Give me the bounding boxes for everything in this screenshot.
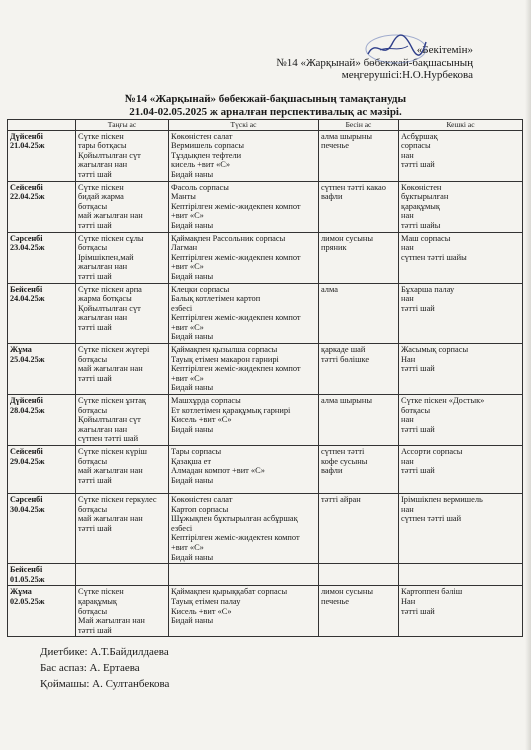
cell-line: сүтпен тәтті шай [401, 514, 462, 524]
cell-line: бидай жарма [78, 192, 124, 202]
cell-line: лимон сусыны [321, 233, 373, 243]
breakfast-cell [76, 283, 169, 344]
cell-line: алма шырыны [321, 131, 373, 141]
day-cell [8, 181, 76, 232]
cell-line: ботқасы [78, 405, 108, 415]
cell-line: нан [401, 456, 414, 466]
snack-cell [319, 283, 399, 344]
cell-line: Қойылтылған сүт [78, 415, 141, 425]
cell-line: Жұма [10, 587, 32, 597]
cell-line: Сейсенбі [10, 447, 43, 456]
cell-line: Нан [401, 354, 416, 364]
cell-line: кофе сусыны [321, 456, 368, 466]
cell-line: тәтті шай [78, 169, 112, 179]
cell-line: Көкөністен [401, 182, 442, 192]
breakfast-cell [76, 232, 169, 283]
cell-line: Сүтке піскен ұнтақ [78, 396, 147, 406]
dietitian-line: Диетбике: А.Т.Байдилдаева [40, 646, 169, 658]
cell-line: Кептірілген жеміс-жидекпен компот [171, 313, 301, 323]
cell-line: +вит «С» [171, 262, 204, 272]
dinner-cell [399, 446, 523, 494]
cell-line: 24.04.25ж [10, 294, 45, 304]
cell-line: май жағылған нан [78, 364, 143, 374]
dinner-cell [399, 130, 523, 181]
cell-line: Тауық етімен макарон гарнирі [171, 354, 279, 364]
cell-line: Ірімшікпен,май [78, 252, 134, 262]
snack-cell [319, 586, 399, 637]
cell-line: Сәрсенбі [10, 495, 43, 504]
cell-line: Сүтке піскен [78, 587, 124, 597]
table-row [8, 395, 523, 446]
cell-line: сорпасы [401, 141, 431, 151]
cell-line: алма шырыны [321, 396, 373, 406]
cell-line: май жағылған нан [78, 211, 143, 221]
cell-line: Фасоль сорпасы [171, 182, 229, 192]
cell-line: алма [321, 284, 338, 294]
cell-line: Алмадан компот +вит «С» [171, 466, 265, 476]
cell-line: 25.04.25ж [10, 354, 45, 364]
cell-line: Кисель +вит «С» [171, 415, 232, 425]
breakfast-cell [76, 395, 169, 446]
cell-line: 22.04.25ж [10, 192, 45, 202]
table-row [8, 232, 523, 283]
cell-line: Қазақша ет [171, 456, 212, 466]
table-row [8, 564, 523, 586]
cell-line: сүтпен тәтті шайы [401, 252, 467, 262]
cell-line: Бидай наны [171, 616, 214, 626]
table-row [8, 181, 523, 232]
cell-line: Маш сорпасы [401, 233, 451, 243]
day-cell [8, 564, 76, 586]
cell-line: ботқасы [401, 405, 431, 415]
lunch-cell [169, 564, 319, 586]
snack-cell [319, 232, 399, 283]
lunch-cell [169, 446, 319, 494]
menu-table [7, 119, 523, 637]
cell-line: сүтпен тәтті шай [78, 434, 139, 444]
dinner-cell [399, 564, 523, 586]
cell-line: тәтті шай [401, 160, 435, 170]
cell-line: Вермишель сорпасы [171, 141, 245, 151]
cell-line: Ірімшікпен вермишель [401, 495, 483, 504]
cell-line: нан [401, 150, 414, 160]
cell-line: тәтті шай [78, 322, 112, 332]
cell-line: Қаймақпен қызылша сорпасы [171, 345, 278, 355]
cell-line: Сүтке піскен «Достык» [401, 396, 485, 406]
cell-line: вафли [321, 192, 343, 202]
cell-line: тары ботқасы [78, 141, 127, 151]
cell-line: печенье [321, 596, 349, 606]
cell-line: 02.05.25ж [10, 596, 45, 606]
cell-line: лимон сусыны [321, 587, 373, 597]
cell-line: Сүтке піскен геркулес [78, 495, 157, 504]
cell-line: Шұжықпен бұктырылған асбұршақ [171, 514, 298, 524]
cell-line: тәтті шай [401, 606, 435, 616]
lunch-cell [169, 344, 319, 395]
table-header-row [8, 120, 523, 131]
lunch-cell [169, 232, 319, 283]
cell-line: тәтті шай [78, 625, 112, 635]
dinner-cell [399, 181, 523, 232]
cell-line: Лагман [171, 243, 198, 253]
cell-line: Ет котлетімен қарақұмық гарнирі [171, 405, 291, 415]
cell-line: Бидай наны [171, 424, 214, 434]
cell-line: Сүтке піскен [78, 131, 124, 141]
lunch-cell [169, 130, 319, 181]
cell-line: Бидай наны [171, 169, 214, 179]
breakfast-cell [76, 494, 169, 564]
cell-line: Кептірілген жеміс-жидектен компот [171, 533, 300, 543]
cell-line: Бидай наны [171, 271, 214, 281]
cell-line: ботқасы [78, 201, 108, 211]
cell-line: 21.04.25ж [10, 141, 45, 151]
cell-line: Картоп сорпасы [171, 504, 229, 514]
cell-line: Нан [401, 596, 416, 606]
cell-line: пряник [321, 243, 347, 253]
day-cell [8, 344, 76, 395]
cell-line: Сейсенбі [10, 182, 43, 192]
cell-line: жағылған нан [78, 424, 128, 434]
cell-line: Манты [171, 192, 196, 202]
cell-line: бұктырылған [401, 192, 449, 202]
cell-line: тәтті шай [401, 303, 435, 313]
snack-cell [319, 130, 399, 181]
cell-line: Көкөністен салат [171, 495, 233, 504]
cell-line: кисель +вит «С» [171, 160, 231, 170]
cell-line: езбесі [171, 303, 193, 313]
dinner-cell [399, 395, 523, 446]
cell-line: ботқасы [78, 606, 108, 616]
cell-line: тәтті шай [78, 475, 112, 485]
cell-line: тәтті бөлішке [321, 354, 370, 364]
snack-cell [319, 395, 399, 446]
lunch-cell [169, 494, 319, 564]
cell-line: жағылған нан [78, 160, 128, 170]
cell-line: нан [401, 294, 414, 304]
cell-line: Тары сорпасы [171, 447, 222, 456]
cell-line: 01.05.25ж [10, 574, 45, 584]
cell-line: +вит «С» [171, 322, 204, 332]
approval-line: «Бекітемін» [416, 44, 473, 56]
cell-line: Сүтке піскен арпа [78, 284, 142, 294]
cell-line: Машхұрда сорпасы [171, 396, 241, 406]
snack-cell [319, 446, 399, 494]
cell-line: жағылған нан [78, 262, 128, 272]
table-row [8, 494, 523, 564]
cell-line: тәтті шай [78, 373, 112, 383]
cell-line: Кептірілген жеміс-жидекпен компот [171, 201, 301, 211]
cell-line: Кептірілген жеміс-жидекпен компот [171, 364, 301, 374]
table-row [8, 344, 523, 395]
column-header [8, 120, 76, 131]
column-header: Кешкі ас [399, 120, 523, 131]
cell-line: нан [401, 211, 414, 221]
snack-cell [319, 181, 399, 232]
cell-line: қарақұмық [78, 596, 117, 606]
cell-line: +вит «С» [171, 542, 204, 552]
cell-line: жағылған нан [78, 313, 128, 323]
signature-stamp-icon [362, 30, 430, 68]
cell-line: Сүтке піскен [78, 182, 124, 192]
lunch-cell [169, 395, 319, 446]
cell-line: Бидай наны [171, 383, 214, 393]
cell-line: Дүйсенбі [10, 131, 43, 141]
cell-line: Қойылтылған сүт [78, 303, 141, 313]
cell-line: Сүтке піскен жүгері [78, 345, 150, 355]
approval-line: меңгерушісі:Н.О.Нурбекова [341, 69, 473, 81]
cell-line: Жасымық сорпасы [401, 345, 469, 355]
cell-line: тәтті шай [401, 364, 435, 374]
breakfast-cell [76, 586, 169, 637]
column-header: Таңғы ас [76, 120, 169, 131]
cell-line: нан [401, 243, 414, 253]
cell-line: тәтті шай [78, 271, 112, 281]
cell-line: 23.04.25ж [10, 243, 45, 253]
cell-line: Бейсенбі [10, 565, 43, 575]
cell-line: 28.04.25ж [10, 405, 45, 415]
cell-line: ботқасы [78, 504, 108, 514]
cell-line: тәтті айран [321, 495, 361, 504]
cell-line: Бидай наны [171, 475, 214, 485]
cell-line: Бидай наны [171, 552, 214, 562]
cell-line: Сүтке піскен күріш [78, 447, 148, 456]
cell-line: қаркаде шай [321, 345, 366, 355]
cell-line: ботқасы [78, 243, 108, 253]
cell-line: Бейсенбі [10, 284, 43, 294]
cell-line: нан [401, 504, 414, 514]
signatures-footer [40, 644, 169, 692]
cell-line: ботқасы [78, 354, 108, 364]
day-cell [8, 283, 76, 344]
cell-line: Сүтке піскен сұлы [78, 233, 144, 243]
cell-line: тәтті шай [401, 424, 435, 434]
cell-line: сүтпен тәтті какао [321, 182, 386, 192]
column-header: Түскі ас [169, 120, 319, 131]
lunch-cell [169, 181, 319, 232]
day-cell [8, 130, 76, 181]
breakfast-cell [76, 564, 169, 586]
cell-line: Клецки сорпасы [171, 284, 230, 294]
breakfast-cell [76, 130, 169, 181]
table-row [8, 130, 523, 181]
cell-line: Бұхарша палау [401, 284, 455, 294]
breakfast-cell [76, 181, 169, 232]
cell-line: ботқасы [78, 456, 108, 466]
dinner-cell [399, 494, 523, 564]
cell-line: Жұма [10, 345, 32, 355]
dinner-cell [399, 586, 523, 637]
cell-line: Қаймақпен қырыққабат сорпасы [171, 587, 288, 597]
cell-line: қарақұмық [401, 201, 440, 211]
day-cell [8, 446, 76, 494]
cell-line: +вит «С» [171, 211, 204, 221]
lunch-cell [169, 586, 319, 637]
column-header: Бесін ас [319, 120, 399, 131]
document-title: №14 «Жарқынай» бөбекжай-бақшасының тамақтануды [124, 93, 407, 105]
cell-line: Сәрсенбі [10, 233, 43, 243]
cell-line: нан [401, 415, 414, 425]
breakfast-cell [76, 344, 169, 395]
cell-line: вафли [321, 466, 343, 476]
document-subtitle: 21.04-02.05.2025 ж арналған перспективалық ас мәзірі. [129, 106, 402, 118]
snack-cell [319, 494, 399, 564]
cell-line: +вит «С» [171, 373, 204, 383]
cell-line: Кисель +вит «С» [171, 606, 232, 616]
cell-line: сүтпен тәтті [321, 447, 365, 456]
day-cell [8, 494, 76, 564]
day-cell [8, 586, 76, 637]
breakfast-cell [76, 446, 169, 494]
approval-line: №14 «Жарқынай» бөбекжай-бақшасының [276, 56, 473, 69]
table-row [8, 446, 523, 494]
cell-line: езбесі [171, 523, 193, 533]
cell-line: Май жағылған нан [78, 616, 145, 626]
cell-line: тәтті шай [78, 523, 112, 533]
cell-line: Қойылтылған сүт [78, 150, 141, 160]
snack-cell [319, 564, 399, 586]
dinner-cell [399, 232, 523, 283]
day-cell [8, 395, 76, 446]
cell-line: Асбұршақ [401, 131, 438, 141]
day-cell [8, 232, 76, 283]
cell-line: Қаймақпен Рассольник сорпасы [171, 233, 286, 243]
head-cook-line: Бас аспаз: А. Ертаева [40, 662, 140, 674]
cell-line: тәтті шай [78, 220, 112, 230]
cell-line: Көкөністен салат [171, 131, 233, 141]
cell-line: май жағылған нан [78, 466, 143, 476]
table-row [8, 586, 523, 637]
cell-line: Тауық етімен палау [171, 596, 241, 606]
cell-line: тәтті шай [401, 466, 435, 476]
cell-line: Кептірілген жеміс-жидекпен компот [171, 252, 301, 262]
cell-line: 30.04.25ж [10, 504, 45, 514]
cell-line: Балық котлетімен картоп [171, 294, 261, 304]
cell-line: Картоппен бәліш [401, 587, 463, 597]
storekeeper-line: Қоймашы: А. Султанбекова [40, 678, 170, 690]
cell-line: Ассорти сорпасы [401, 447, 463, 456]
dinner-cell [399, 344, 523, 395]
table-row [8, 283, 523, 344]
snack-cell [319, 344, 399, 395]
cell-line: Тұздықпен тефтели [171, 150, 242, 160]
cell-line: Бидай наны [171, 332, 214, 342]
cell-line: тәтті шайы [401, 220, 441, 230]
lunch-cell [169, 283, 319, 344]
cell-line: жарма ботқасы [78, 294, 132, 304]
cell-line: Дүйсенбі [10, 396, 43, 406]
cell-line: 29.04.25ж [10, 456, 45, 466]
cell-line: Бидай наны [171, 220, 214, 230]
cell-line: печенье [321, 141, 349, 151]
cell-line: май жағылған нан [78, 514, 143, 524]
dinner-cell [399, 283, 523, 344]
